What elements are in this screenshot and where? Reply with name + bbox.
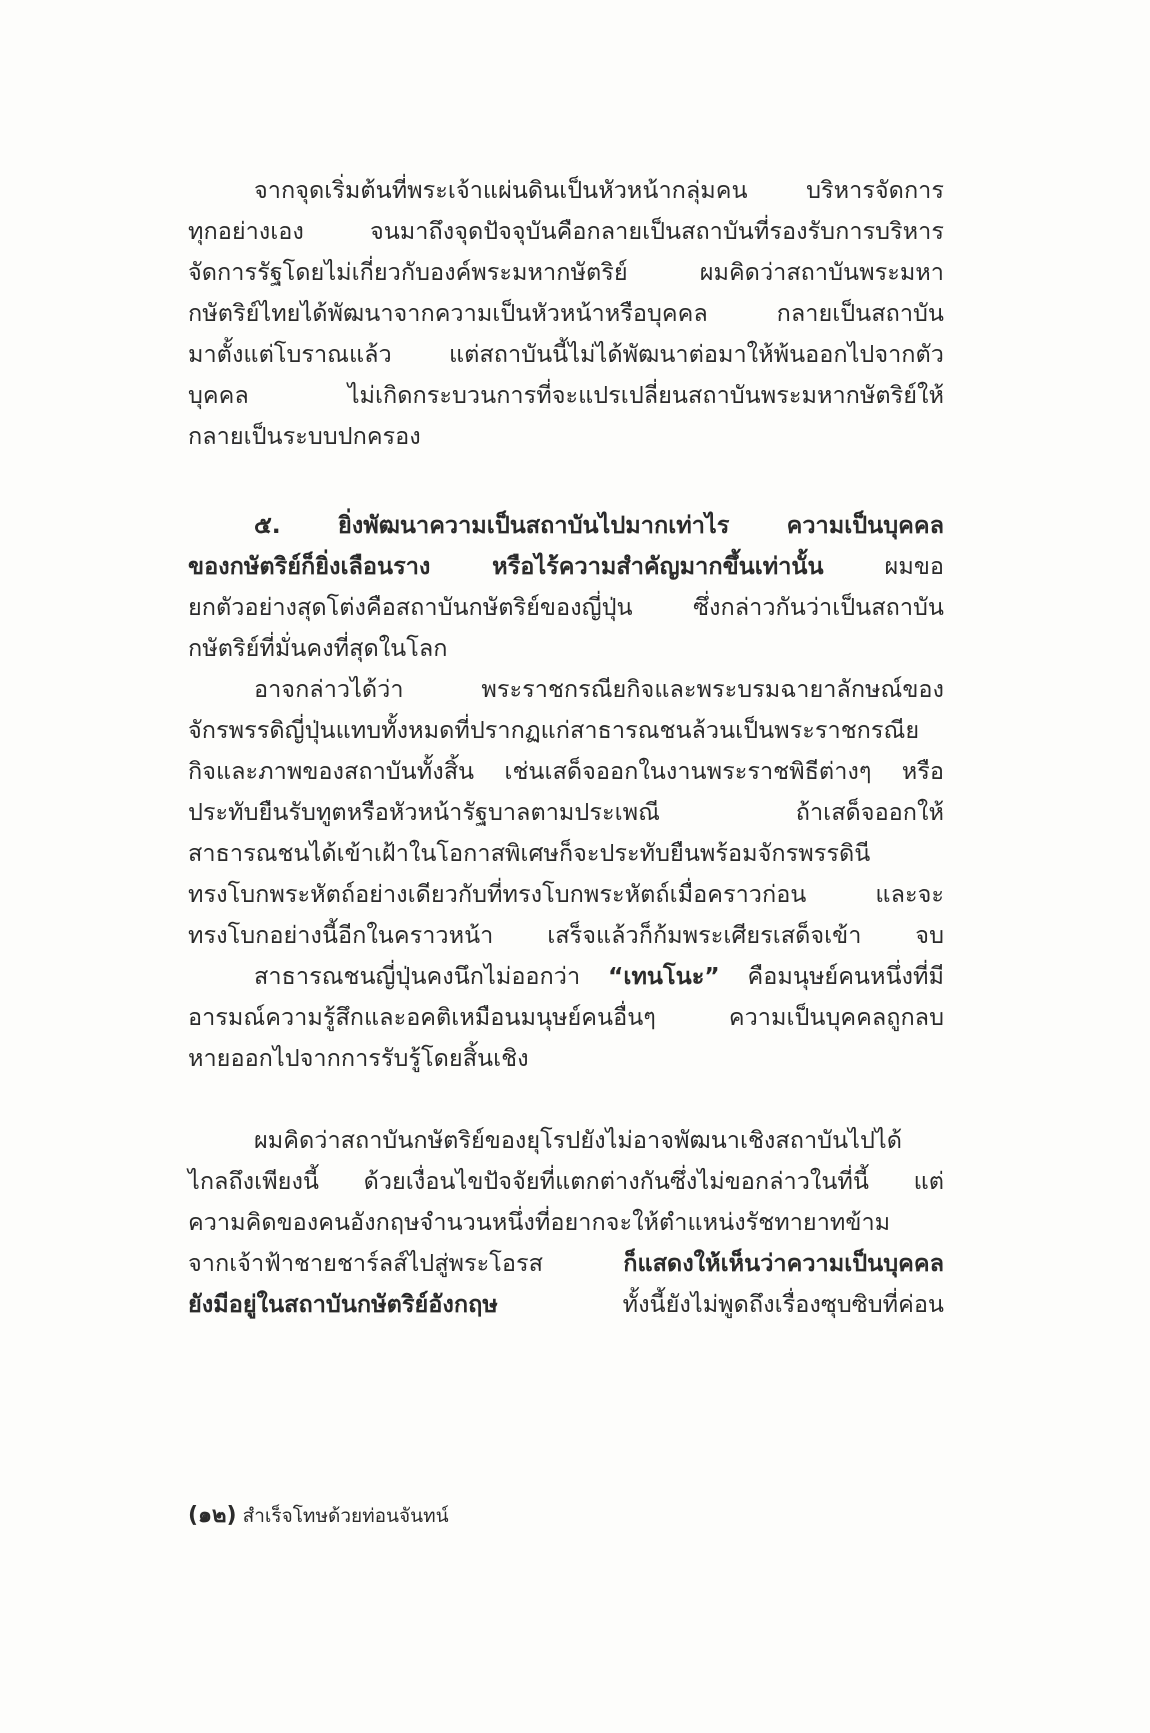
bold-phrase: ยังมีอยู่ในสถาบันกษัตริย์อังกฤษ xyxy=(188,1290,498,1318)
text-line xyxy=(188,1284,944,1325)
page-number: (๑๒) xyxy=(188,1503,237,1528)
text-line: หายออกไปจากการรับรู้โดยสิ้นเชิง xyxy=(188,1044,529,1072)
text-line: สาธารณชนได้เข้าเฝ้าในโอกาสพิเศษก็จะประทับยืนพร้อมจักรพรรดินี xyxy=(188,839,871,867)
text-line xyxy=(188,1243,944,1284)
text-line: กษัตริย์ไทยได้พัฒนาจากความเป็นหัวหน้าหรือบุคคล กลายเป็นสถาบัน xyxy=(188,299,944,327)
book-title: สำเร็จโทษด้วยท่อนจันทน์ xyxy=(242,1505,449,1527)
paragraph-3 xyxy=(188,669,944,956)
text-line: จากจุดเริ่มต้นที่พระเจ้าแผ่นดินเป็นหัวหน้ากลุ่มคน บริหารจัดการ xyxy=(254,176,944,204)
bold-phrase: ก็แสดงให้เห็นว่าความเป็นบุคคล xyxy=(623,1249,944,1277)
text-line-bold: ๕. ยิ่งพัฒนาความเป็นสถาบันไปมากเท่าไร ความเป็นบุคคล xyxy=(254,511,944,539)
paragraph-5 xyxy=(188,1120,944,1325)
text-line: กลายเป็นระบบปกครอง xyxy=(188,422,421,450)
plain-phrase: ทั้งนี้ยังไม่พูดถึงเรื่องซุบซิบที่ค่อน xyxy=(497,1290,944,1318)
text-line: กิจและภาพของสถาบันทั้งสิ้น เช่นเสด็จออกในงานพระราชพิธีต่างๆ หรือ xyxy=(188,757,944,785)
text-line: ประทับยืนรับทูตหรือหัวหน้ารัฐบาลตามประเพณี ถ้าเสด็จออกให้ xyxy=(188,798,944,826)
text-line: จักรพรรดิญี่ปุ่นแทบทั้งหมดที่ปรากฏแก่สาธารณชนล้วนเป็นพระราชกรณีย xyxy=(188,716,920,744)
page-footer xyxy=(188,1502,449,1530)
text-line: ทรงโบกพระหัตถ์อย่างเดียวกับที่ทรงโบกพระหัตถ์เมื่อคราวก่อน และจะ xyxy=(188,880,944,908)
text-line: จัดการรัฐโดยไม่เกี่ยวกับองค์พระมหากษัตริย์ ผมคิดว่าสถาบันพระมหา xyxy=(188,258,944,286)
text-line: ผมคิดว่าสถาบันกษัตริย์ของยุโรปยังไม่อาจพัฒนาเชิงสถาบันไปได้ xyxy=(254,1126,902,1154)
text-line: มาตั้งแต่โบราณแล้ว แต่สถาบันนี้ไม่ได้พัฒนาต่อมาให้พ้นออกไปจากตัว xyxy=(188,340,944,368)
text-line: ยกตัวอย่างสุดโต่งคือสถาบันกษัตริย์ของญี่ปุ่น ซึ่งกล่าวกันว่าเป็นสถาบัน xyxy=(188,593,944,621)
text-line: ทุกอย่างเอง จนมาถึงจุดปัจจุบันคือกลายเป็นสถาบันที่รองรับการบริหาร xyxy=(188,217,944,245)
text-line: ทรงโบกอย่างนี้อีกในคราวหน้า เสร็จแล้วก็ก้มพระเศียรเสด็จเข้า จบ xyxy=(188,921,944,949)
bold-phrase: ของกษัตริย์ก็ยิ่งเลือนราง หรือไร้ความสำคัญมากขึ้นเท่านั้น xyxy=(188,552,824,580)
text-line: บุคคล ไม่เกิดกระบวนการที่จะแปรเปลี่ยนสถาบันพระมหากษัตริย์ให้ xyxy=(188,381,944,409)
plain-phrase: ผมขอ xyxy=(823,552,944,580)
paragraph-2 xyxy=(188,505,944,669)
text-line: อาจกล่าวได้ว่า พระราชกรณียกิจและพระบรมฉายาลักษณ์ของ xyxy=(254,675,944,703)
paragraph-4 xyxy=(188,956,944,1079)
text-line: ความคิดของคนอังกฤษจำนวนหนึ่งที่อยากจะให้ตำแหน่งรัชทายาทข้าม xyxy=(188,1208,891,1236)
text-line: กษัตริย์ที่มั่นคงที่สุดในโลก xyxy=(188,634,448,662)
text-line: ไกลถึงเพียงนี้ ด้วยเงื่อนไขปัจจัยที่แตกต่างกันซึ่งไม่ขอกล่าวในที่นี้ แต่ xyxy=(188,1167,944,1195)
bold-phrase: “เทนโนะ” xyxy=(607,962,720,990)
plain-phrase: คือมนุษย์คนหนึ่งที่มี xyxy=(719,962,945,990)
text-line: อารมณ์ความรู้สึกและอคติเหมือนมนุษย์คนอื่นๆ ความเป็นบุคคลถูกลบ xyxy=(188,1003,944,1031)
plain-phrase: สาธารณชนญี่ปุ่นคงนึกไม่ออกว่า xyxy=(254,962,608,990)
plain-phrase: จากเจ้าฟ้าชายชาร์ลส์ไปสู่พระโอรส xyxy=(188,1249,624,1277)
text-line xyxy=(188,546,944,587)
text-line xyxy=(188,956,944,997)
paragraph-1 xyxy=(188,170,944,457)
